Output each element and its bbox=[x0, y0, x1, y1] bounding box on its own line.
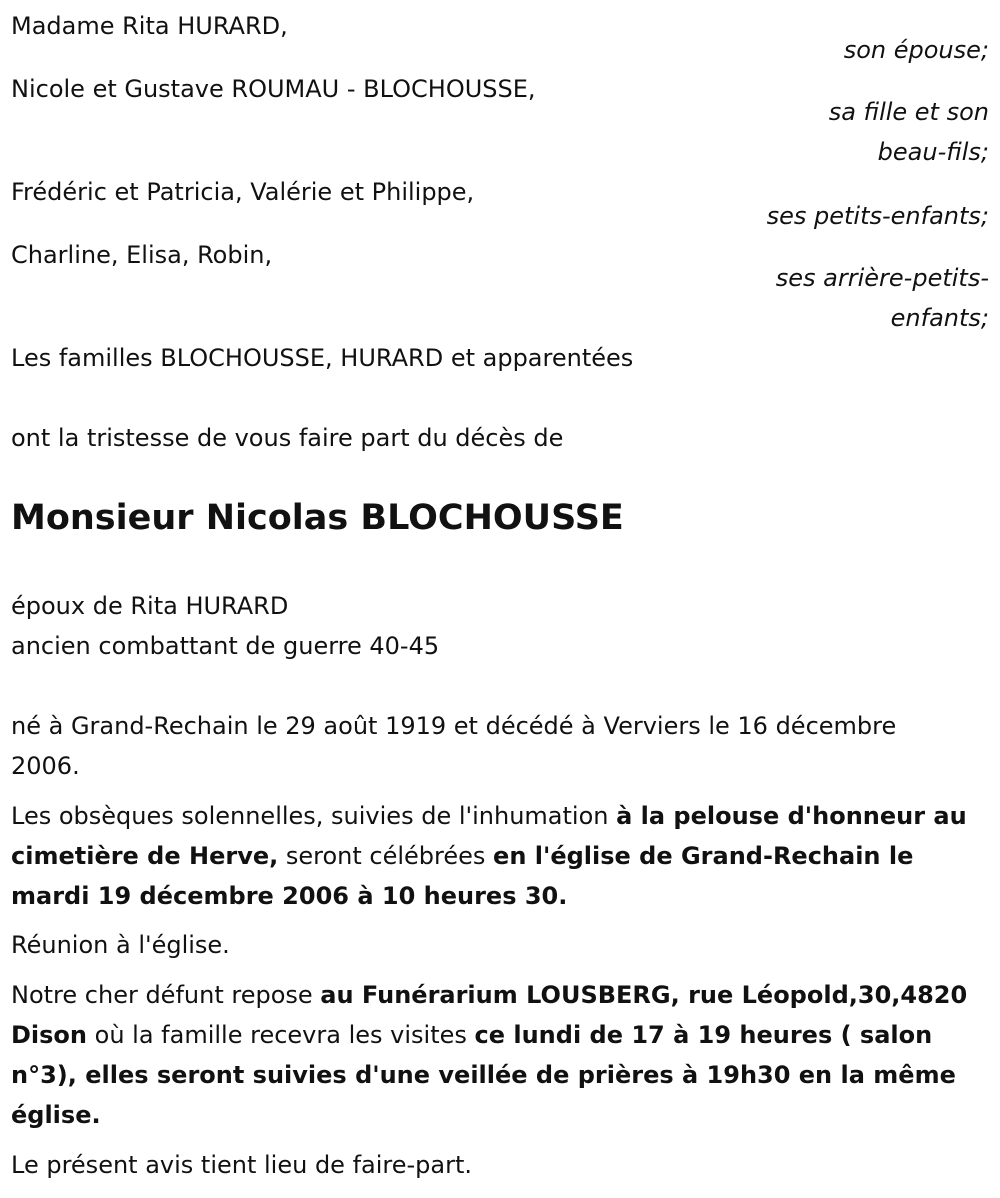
great-grandchildren-role-line2: enfants; bbox=[890, 304, 989, 332]
spouse-name: Madame Rita HURARD, bbox=[11, 12, 288, 40]
spouse-role: son épouse; bbox=[843, 36, 989, 64]
daughter-names: Nicole et Gustave ROUMAU - BLOCHOUSSE, bbox=[11, 75, 536, 103]
meeting-line: Réunion à l'église. bbox=[11, 931, 230, 959]
deceased-veteran-line: ancien combattant de guerre 40-45 bbox=[11, 632, 440, 660]
daughter-role-line2: beau-fils; bbox=[877, 138, 989, 166]
funeral-church-time: en l'église de Grand-Rechain le mardi 19 décembre 2006 à 10 heures 30. bbox=[11, 842, 914, 910]
funerarium-address: au Funérarium LOUSBERG, rue Léopold,30,4820 Dison bbox=[11, 981, 968, 1049]
grandchildren-role: ses petits-enfants; bbox=[766, 202, 989, 230]
families-line: Les familles BLOCHOUSSE, HURARD et apparentées bbox=[11, 344, 634, 372]
closing-line: Le présent avis tient lieu de faire-part. bbox=[11, 1151, 473, 1179]
deceased-name: Monsieur Nicolas BLOCHOUSSE bbox=[11, 498, 624, 538]
funeral-paragraph bbox=[11, 796, 986, 916]
funeral-location: à la pelouse d'honneur au cimetière de Herve, bbox=[11, 802, 967, 870]
daughter-role-line1: sa fille et son bbox=[828, 98, 989, 126]
visitation-text1: Notre cher défunt repose bbox=[11, 981, 321, 1009]
great-grandchildren-role-line1: ses arrière-petits- bbox=[775, 264, 989, 292]
birth-death-line2: 2006. bbox=[11, 752, 80, 780]
deceased-spouse-line: époux de Rita HURARD bbox=[11, 592, 289, 620]
funeral-text1: Les obsèques solennelles, suivies de l'inhumation bbox=[11, 802, 617, 830]
grandchildren-names: Frédéric et Patricia, Valérie et Philippe, bbox=[11, 178, 475, 206]
great-grandchildren-names: Charline, Elisa, Robin, bbox=[11, 241, 273, 269]
visitation-text2: où la famille recevra les visites bbox=[87, 1021, 475, 1049]
funeral-text2: seront célébrées bbox=[278, 842, 494, 870]
announcement: ont la tristesse de vous faire part du décès de bbox=[11, 424, 564, 452]
birth-death-line1: né à Grand-Rechain le 29 août 1919 et décédé à Verviers le 16 décembre bbox=[11, 712, 897, 740]
visitation-paragraph bbox=[11, 975, 986, 1135]
visitation-times: ce lundi de 17 à 19 heures ( salon n°3), elles seront suivies d'une veillée de prières à 19h30 en la même église. bbox=[11, 1021, 956, 1129]
